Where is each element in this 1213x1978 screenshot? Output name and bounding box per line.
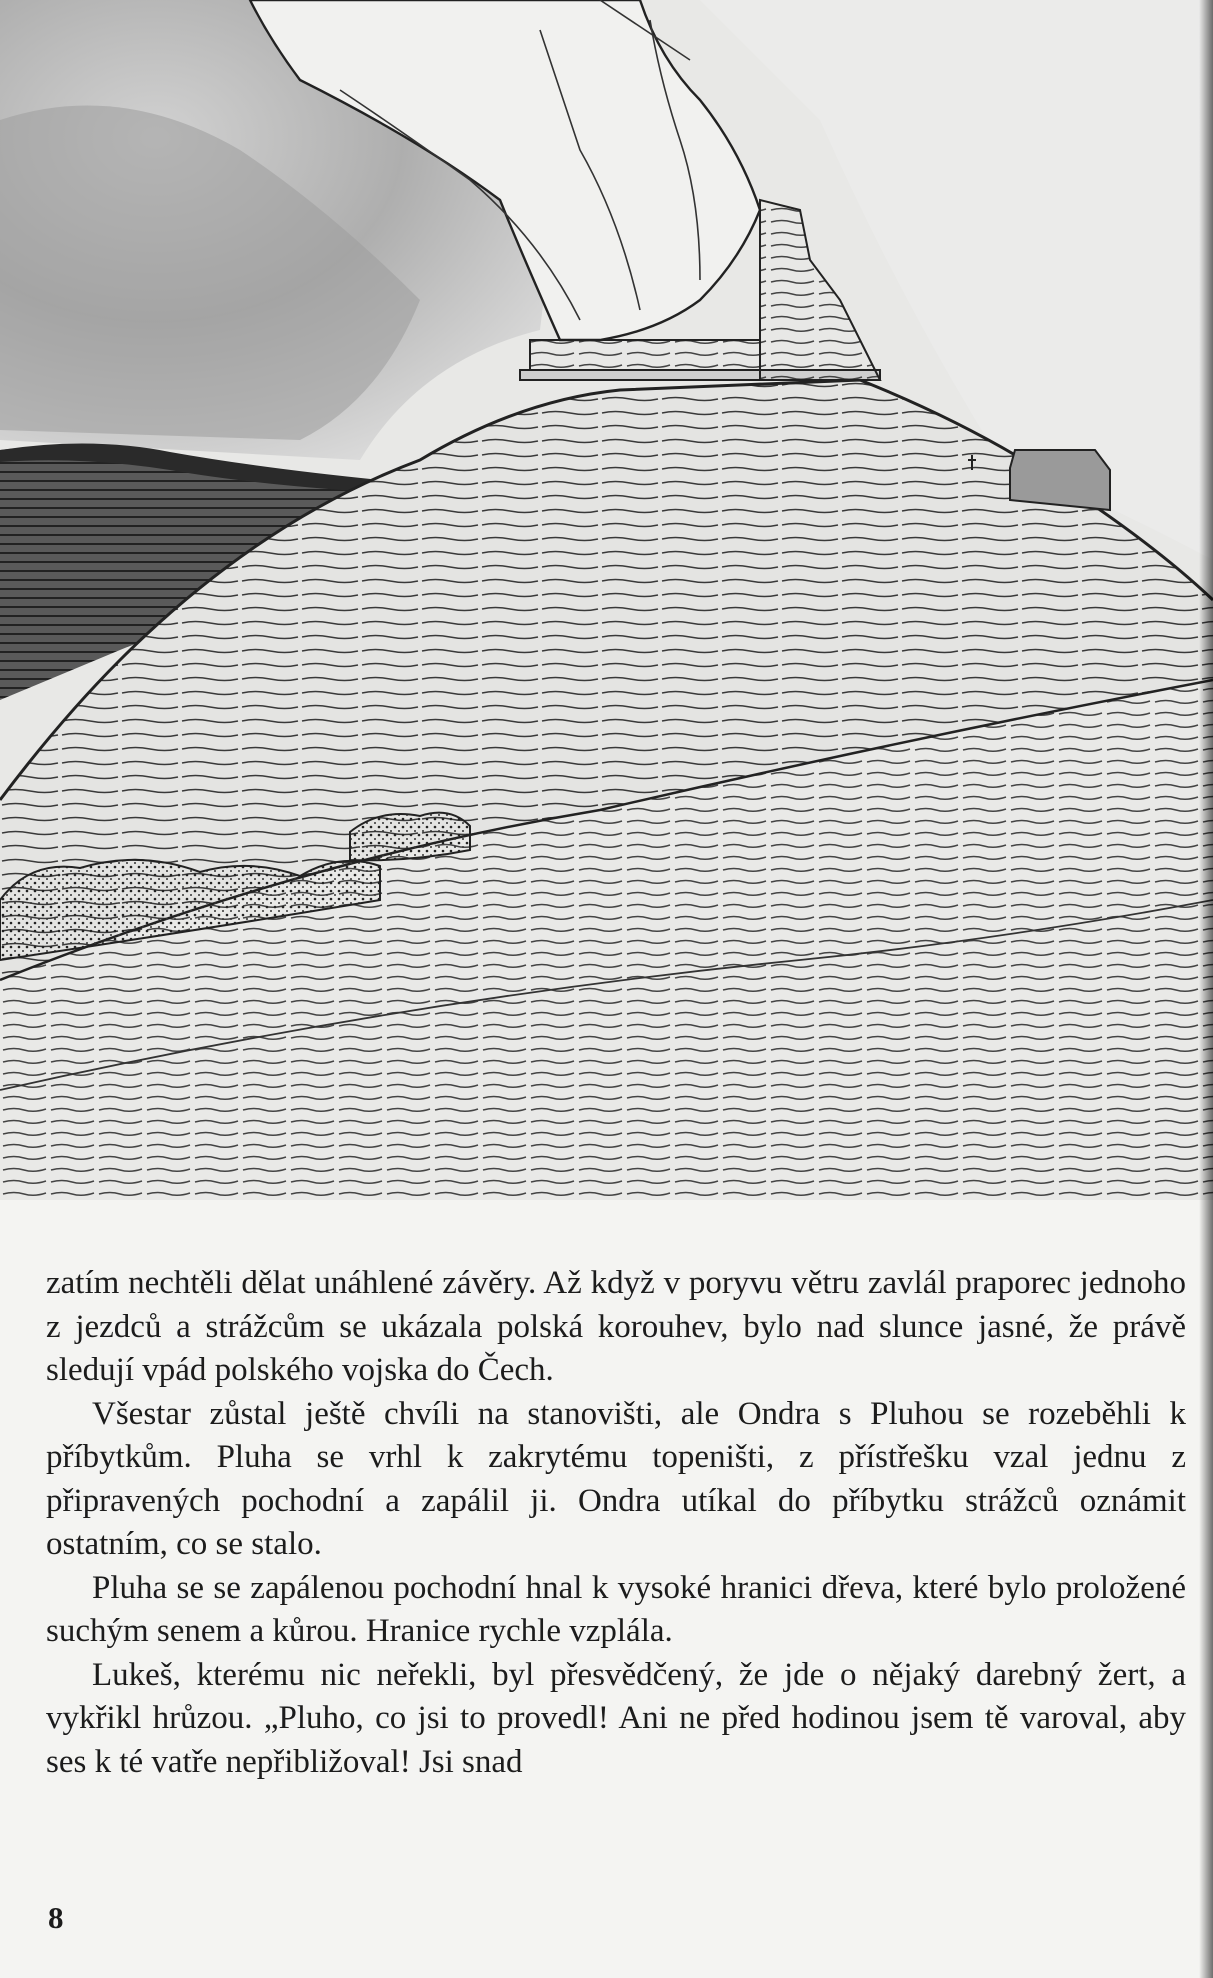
paragraph: Lukeš, kterému nic neřekli, byl přesvědčený, že jde o nějaký darebný žert, a vykřikl hrůzou. „Pluho, co jsi to provedl! Ani ne před hodinou jsem tě varoval, aby ses k té vatře nepřibližoval! Jsi snad — [46, 1656, 1186, 1780]
paragraph: zatím nechtěli dělat unáhlené závěry. Až když v poryvu větru zavlál praporec jednoho z jezdců a strážcům se ukázala polská korouhev, bylo nad slunce jasné, že právě sledují vpád polského vojska do Čech. — [46, 1265, 1186, 1388]
paragraph: Všestar zůstal ještě chvíli na stanovišti, ale Ondra s Pluhou se rozeběhli k příbytkům. Pluha se vrhl k zakrytému topeništi, z přístřešku vzal jednu z připravených pochodní a zapálil ji. Ondra utíkal do příbytku strážců oznámit ostatním, co se stalo. — [46, 1395, 1186, 1562]
page-number: 8 — [48, 1900, 64, 1935]
page-edge-shadow — [1199, 0, 1213, 1978]
story-text — [46, 1262, 1186, 1784]
paragraph: Pluha se se zapálenou pochodní hnal k vysoké hranici dřeva, které bylo proložené suchým senem a kůrou. Hranice rychle vzplála. — [46, 1569, 1186, 1649]
